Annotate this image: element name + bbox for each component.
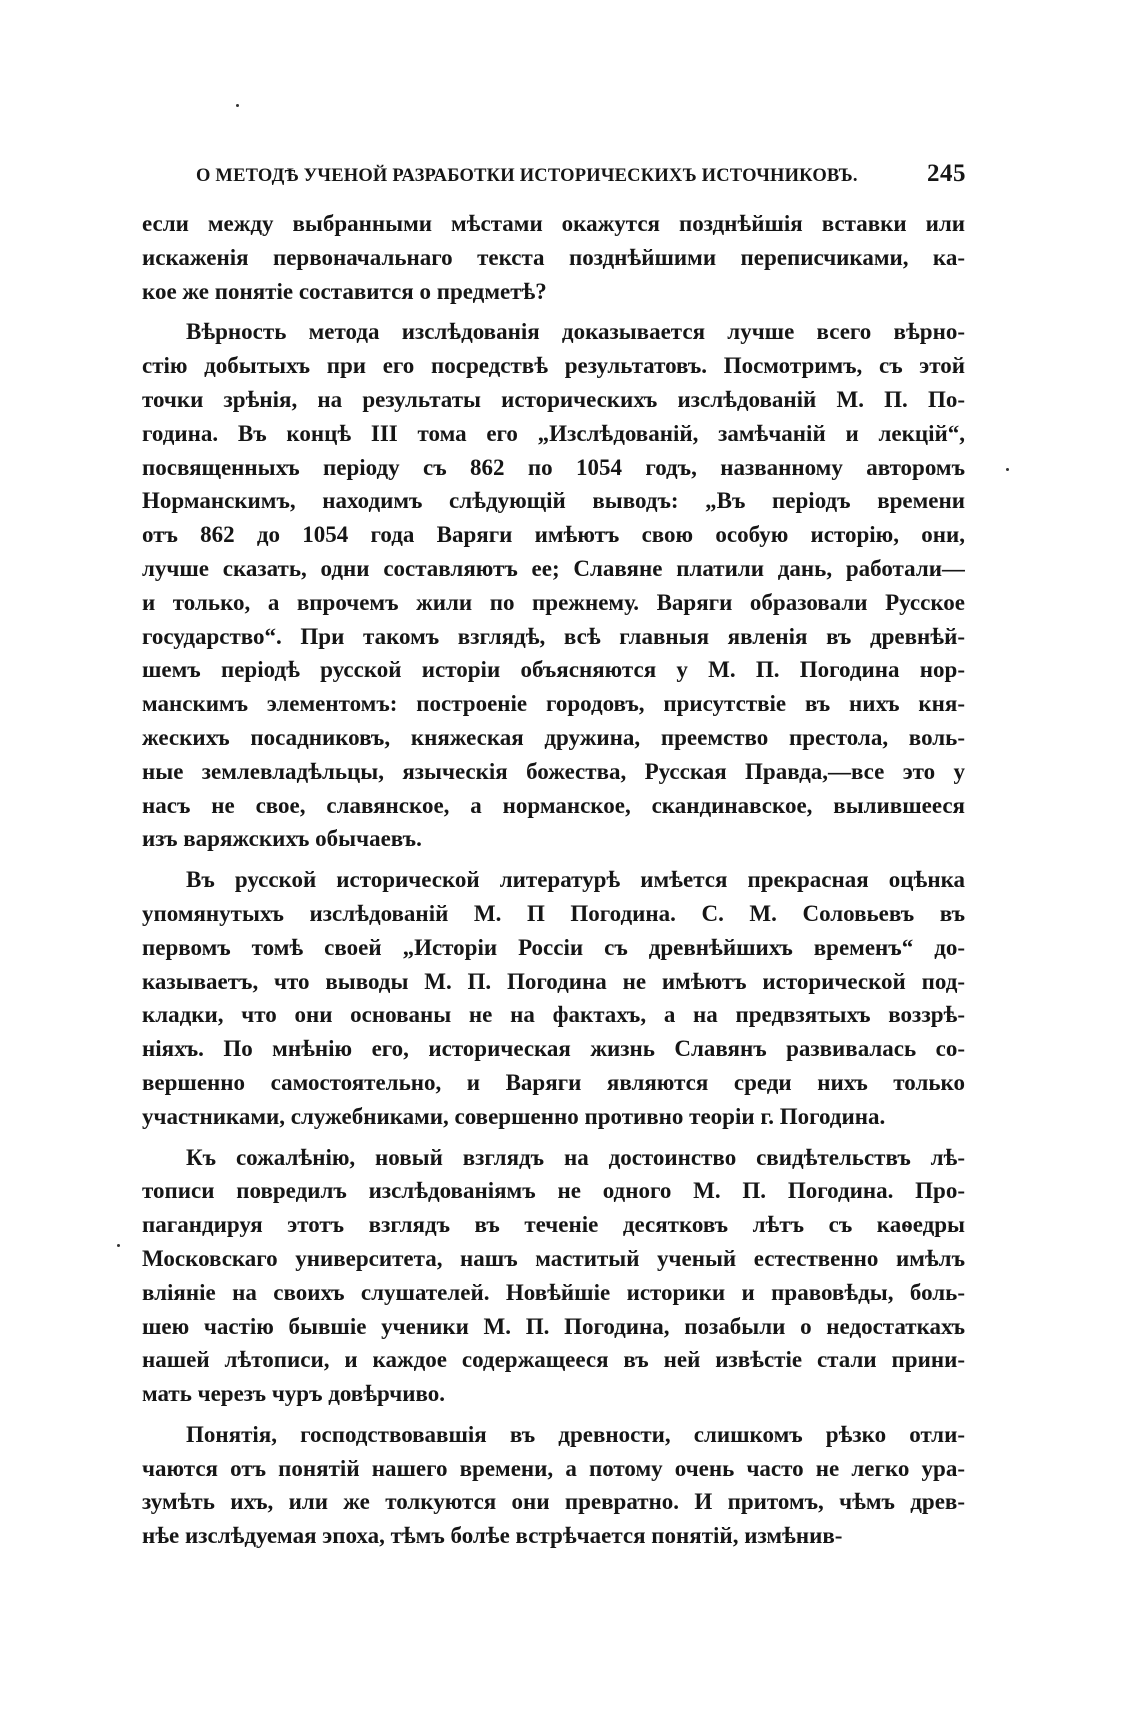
text-line: Московскаго университета, нашъ маститый ученый естественно имѣлъ [142,1245,965,1271]
text-line: Вѣрность метода изслѣдованія доказывается лучше всего вѣрно- [186,319,965,345]
text-line: кое же понятіе составится о предметѣ? [142,278,547,304]
running-head: О МЕТОДѢ УЧЕНОЙ РАЗРАБОТКИ ИСТОРИЧЕСКИХЪ ИСТОЧНИКОВЪ. [196,166,858,186]
text-line: година. Въ концѣ III тома его „Изслѣдованій, замѣчаній и лекцій“, [142,420,965,446]
text-line: упомянутыхъ изслѣдованій М. П Погодина. С. М. Соловьевъ въ [142,900,965,926]
text-line: Въ русской исторической литературѣ имѣется прекрасная оцѣнка [186,867,965,893]
dust-speck [236,104,239,107]
text-line: нашей лѣтописи, и каждое содержащееся въ ней извѣстіе стали прини- [142,1347,965,1373]
text-line: ные землевладѣльцы, языческія божества, Русская Правда,—все это у [142,758,965,784]
page-number: 245 [927,160,966,187]
text-line: отъ 862 до 1054 года Варяги имѣютъ свою особую исторію, они, [142,522,965,548]
text-line: лучше сказать, одни составляютъ ее; Славяне платили дань, работали— [142,555,965,581]
text-line: Норманскимъ, находимъ слѣдующій выводъ: „Въ періодъ времени [142,488,965,514]
text-line: тописи повредилъ изслѣдованіямъ не одного М. П. Погодина. Про- [142,1178,965,1204]
text-line: вершенно самостоятельно, и Варяги являются среди нихъ только [142,1069,965,1095]
text-line: шею частію бывшіе ученики М. П. Погодина, позабыли о недостаткахъ [142,1313,965,1339]
text-line: мать черезъ чуръ довѣрчиво. [142,1381,445,1407]
text-line: кладки, что они основаны не на фактахъ, а на предвзятыхъ воззрѣ- [142,1002,965,1028]
page-header [196,160,966,188]
text-line: насъ не свое, славянское, а норманское, скандинавское, вылившееся [142,792,965,818]
text-line: вліяніе на своихъ слушателей. Новѣйшіе историки и правовѣды, боль- [142,1279,965,1305]
paragraph [142,315,965,856]
text-line: участниками, служебниками, совершенно противно теоріи г. Погодина. [142,1103,886,1129]
body-text [142,207,965,1560]
text-line: нѣе изслѣдуемая эпоха, тѣмъ болѣе встрѣчается понятій, измѣнив- [142,1523,843,1549]
text-line: точки зрѣнія, на результаты историческихъ изслѣдованій М. П. По- [142,386,965,412]
paragraph [142,863,965,1133]
text-line: шемъ періодѣ русской исторіи объясняются у М. П. Погодина нор- [142,657,965,683]
dust-speck [117,1244,120,1247]
text-line: ніяхъ. По мнѣнію его, историческая жизнь Славянъ развивалась со- [142,1036,965,1062]
text-line: стію добытыхъ при его посредствѣ результатовъ. Посмотримъ, съ этой [142,353,965,379]
text-line: манскимъ элементомъ: построеніе городовъ, присутствіе въ нихъ кня- [142,691,965,717]
text-line: Понятія, господствовавшія въ древности, слишкомъ рѣзко отли- [186,1421,965,1447]
text-line: зумѣть ихъ, или же толкуются они превратно. И притомъ, чѣмъ древ- [142,1489,965,1515]
text-line: посвященныхъ періоду съ 862 по 1054 годъ, названному авторомъ [142,454,965,480]
text-line: казываетъ, что выводы М. П. Погодина не имѣютъ исторической под- [142,968,965,994]
text-line: Къ сожалѣнію, новый взглядъ на достоинство свидѣтельствъ лѣ- [186,1144,965,1170]
text-line: искаженія первоначальнаго текста позднѣйшими переписчиками, ка- [142,244,965,270]
text-line: пагандируя этотъ взглядъ въ теченіе десятковъ лѣтъ съ каѳедры [142,1212,965,1238]
text-line: первомъ томѣ своей „Исторіи Россіи съ древнѣйшихъ временъ“ до- [142,934,965,960]
dust-speck [1006,468,1009,471]
paragraph [142,1141,965,1411]
paragraph [142,207,965,308]
text-line: и только, а впрочемъ жили по прежнему. Варяги образовали Русское [142,589,965,615]
text-line: изъ варяжскихъ обычаевъ. [142,826,422,852]
text-line: если между выбранными мѣстами окажутся позднѣйшія вставки или [142,211,965,236]
text-line: государство“. При такомъ взглядѣ, всѣ главныя явленія въ древнѣй- [142,623,965,649]
paragraph [142,1418,965,1553]
text-line: чаются отъ понятій нашего времени, а потому очень часто не легко ура- [142,1455,965,1481]
text-line: жескихъ посадниковъ, княжеская дружина, преемство престола, воль- [142,724,965,750]
